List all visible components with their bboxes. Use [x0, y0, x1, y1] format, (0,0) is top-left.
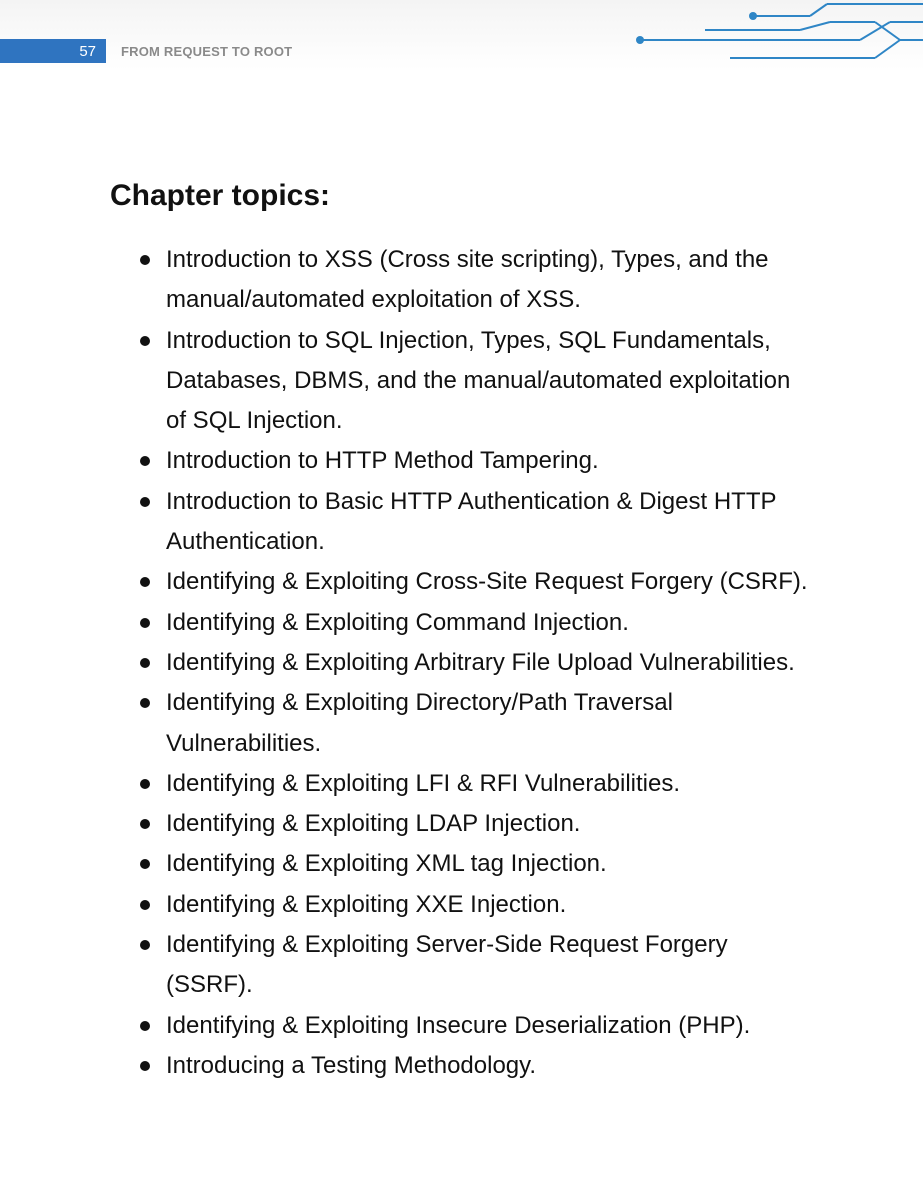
- list-item: [166, 925, 816, 1006]
- bullet-icon: [140, 900, 150, 910]
- list-item: [166, 603, 816, 643]
- topic-text: Introduction to SQL Injection, Types, SQL Fundamentals, Databases, DBMS, and the manual/automated exploitation of SQL Injection.: [166, 326, 791, 435]
- list-item: [166, 321, 816, 442]
- topic-text: Identifying & Exploiting LDAP Injection.: [166, 810, 581, 838]
- bullet-icon: [140, 940, 150, 950]
- topic-text: Identifying & Exploiting Directory/Path Traversal Vulnerabilities.: [166, 689, 673, 757]
- topic-text: Identifying & Exploiting XXE Injection.: [166, 890, 567, 918]
- bullet-icon: [140, 698, 150, 708]
- list-item: [166, 683, 816, 764]
- list-item: [166, 764, 816, 804]
- topic-text: Identifying & Exploiting XML tag Injection.: [166, 850, 607, 878]
- topic-text: Introducing a Testing Methodology.: [166, 1051, 537, 1079]
- chapter-heading: Chapter topics:: [110, 179, 331, 212]
- list-item: [166, 240, 816, 321]
- topic-text: Identifying & Exploiting Arbitrary File Upload Vulnerabilities.: [166, 648, 795, 676]
- list-item: [166, 562, 816, 602]
- topic-text: Identifying & Exploiting Insecure Deserialization (PHP).: [166, 1011, 751, 1039]
- list-item: [166, 1046, 816, 1086]
- list-item: [166, 643, 816, 683]
- topics-list: [110, 240, 870, 1086]
- chapter-content: [110, 170, 870, 1086]
- topic-text: Identifying & Exploiting Cross-Site Request Forgery (CSRF).: [166, 568, 808, 596]
- bullet-icon: [140, 497, 150, 507]
- bullet-icon: [140, 819, 150, 829]
- bullet-icon: [140, 577, 150, 587]
- list-item: [166, 1006, 816, 1046]
- topic-text: Identifying & Exploiting LFI & RFI Vulnerabilities.: [166, 769, 681, 797]
- bullet-icon: [140, 859, 150, 869]
- page-number: 57: [0, 39, 106, 63]
- bullet-icon: [140, 255, 150, 265]
- bullet-icon: [140, 658, 150, 668]
- book-title: FROM REQUEST TO ROOT: [121, 43, 293, 59]
- page-header: [0, 39, 292, 63]
- bullet-icon: [140, 618, 150, 628]
- list-item: [166, 844, 816, 884]
- topic-text: Identifying & Exploiting Command Injection.: [166, 608, 629, 636]
- bullet-icon: [140, 1061, 150, 1071]
- bullet-icon: [140, 456, 150, 466]
- topic-text: Introduction to Basic HTTP Authentication & Digest HTTP Authentication.: [166, 487, 777, 556]
- list-item: [166, 804, 816, 844]
- list-item: [166, 885, 816, 925]
- list-item: [166, 482, 816, 563]
- topic-text: Introduction to XSS (Cross site scripting), Types, and the manual/automated exploitation of XSS.: [166, 246, 769, 314]
- topic-text: Introduction to HTTP Method Tampering.: [166, 447, 599, 475]
- topic-text: Identifying & Exploiting Server-Side Request Forgery (SSRF).: [166, 931, 728, 999]
- list-item: [166, 441, 816, 481]
- bullet-icon: [140, 779, 150, 789]
- circuit-decoration-icon: [630, 0, 923, 70]
- bullet-icon: [140, 1021, 150, 1031]
- bullet-icon: [140, 336, 150, 346]
